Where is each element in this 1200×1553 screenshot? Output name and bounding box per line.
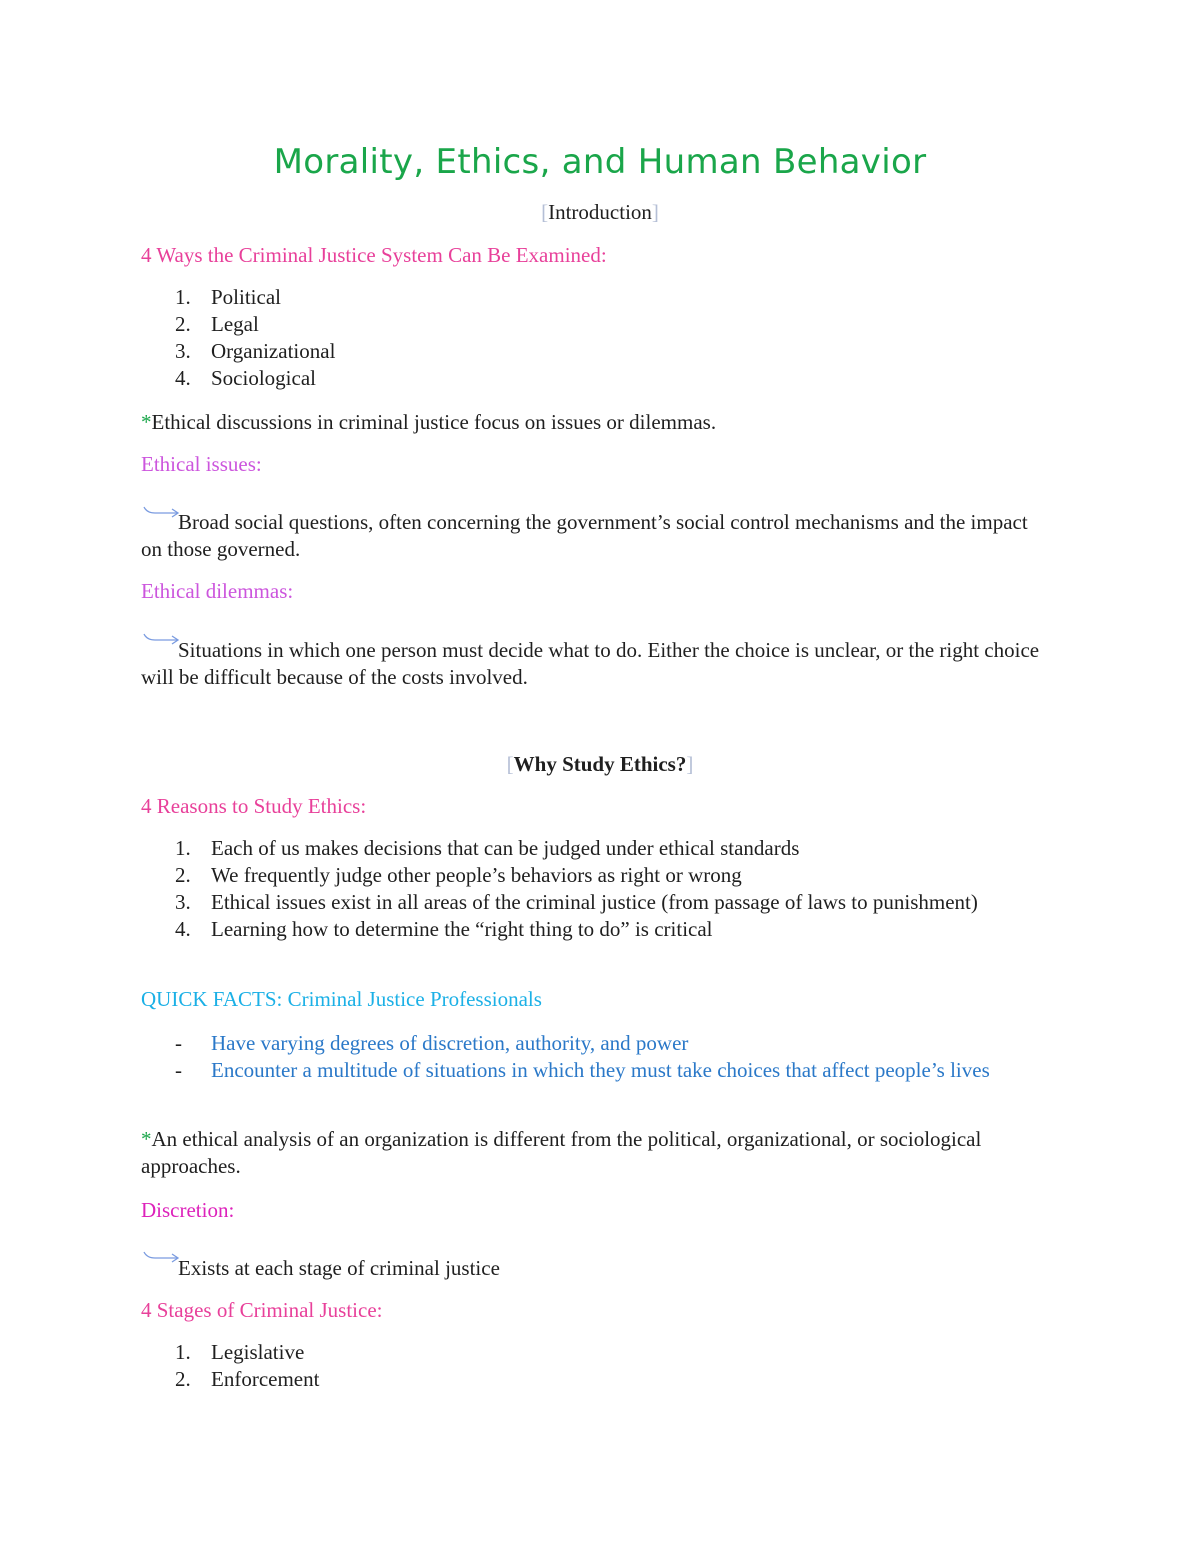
section-heading-text: Why Study Ethics?: [513, 752, 687, 776]
quick-facts-heading: QUICK FACTS: Criminal Justice Professionals: [141, 987, 542, 1011]
list-item: [141, 916, 1041, 943]
list-number: 2.: [175, 312, 191, 336]
note-text: An ethical analysis of an organization is different from the political, organizational, or sociological approaches.: [141, 1127, 982, 1178]
list-item: [141, 1339, 1041, 1366]
ethical-dilemmas-definition: Situations in which one person must decide what to do. Either the choice is unclear, or the right choice will be difficult because of the costs involved.: [141, 638, 1040, 689]
list-number: 4.: [175, 917, 191, 941]
list-number: 3.: [175, 339, 191, 363]
section-heading-text: Introduction: [548, 200, 652, 224]
list-number: 2.: [175, 863, 191, 887]
ways-list: [141, 284, 1041, 392]
list-item-text: Each of us makes decisions that can be judged under ethical standards: [211, 836, 800, 860]
list-number: 4.: [175, 366, 191, 390]
list-item: [141, 862, 1041, 889]
list-item-text: Learning how to determine the “right thing to do” is critical: [211, 917, 713, 941]
list-item-text: Organizational: [211, 339, 336, 363]
stages-list: [141, 1339, 1041, 1393]
bracket-close: ]: [686, 752, 694, 776]
list-item-text: Have varying degrees of discretion, authority, and power: [211, 1031, 689, 1055]
list-item-text: Political: [211, 285, 281, 309]
discretion-definition: Exists at each stage of criminal justice: [178, 1256, 500, 1280]
list-item-text: We frequently judge other people’s behaviors as right or wrong: [211, 863, 742, 887]
ethical-issues-definition: Broad social questions, often concerning the government’s social control mechanisms and the impact on those governed.: [141, 510, 1028, 561]
list-item: [141, 311, 1041, 338]
asterisk: *: [141, 1127, 152, 1151]
list-item-text: Ethical issues exist in all areas of the criminal justice (from passage of laws to punishment): [211, 890, 978, 914]
list-item-text: Encounter a multitude of situations in which they must take choices that affect people’s lives: [211, 1058, 990, 1082]
list-item: [141, 1366, 1041, 1393]
list-item: [141, 365, 1041, 392]
dash-bullet: -: [175, 1058, 182, 1082]
list-item: [141, 889, 1041, 916]
list-item-text: Sociological: [211, 366, 316, 390]
list-item-text: Enforcement: [211, 1367, 320, 1391]
list-item: [141, 835, 1041, 862]
list-item-text: Legislative: [211, 1340, 305, 1364]
ethical-issues-heading: Ethical issues:: [141, 452, 262, 476]
stages-heading: 4 Stages of Criminal Justice:: [141, 1298, 383, 1322]
list-number: 1.: [175, 836, 191, 860]
list-item: [141, 1030, 1041, 1057]
discretion-heading: Discretion:: [141, 1198, 235, 1222]
ways-heading: 4 Ways the Criminal Justice System Can Be Examined:: [141, 243, 607, 267]
dash-bullet: -: [175, 1031, 182, 1055]
note-ethical-discussions: [141, 409, 1041, 436]
list-item-text: Legal: [211, 312, 259, 336]
list-number: 1.: [175, 1340, 191, 1364]
section-heading-introduction: [0, 198, 1200, 226]
page-title: Morality, Ethics, and Human Behavior: [273, 142, 927, 182]
note-ethical-analysis: [141, 1126, 1041, 1180]
reasons-list: [141, 835, 1041, 943]
asterisk: *: [141, 410, 152, 434]
list-number: 2.: [175, 1367, 191, 1391]
list-item: [141, 284, 1041, 311]
section-heading-why-study-ethics: [0, 750, 1200, 778]
bracket-close: ]: [651, 200, 659, 224]
reasons-heading: 4 Reasons to Study Ethics:: [141, 794, 367, 818]
list-number: 3.: [175, 890, 191, 914]
quick-facts-list: [141, 1030, 1041, 1084]
ethical-dilemmas-heading: Ethical dilemmas:: [141, 579, 294, 603]
bracket-open: [: [541, 200, 549, 224]
list-item: [141, 338, 1041, 365]
list-item: [141, 1057, 1041, 1084]
bracket-open: [: [506, 752, 514, 776]
list-number: 1.: [175, 285, 191, 309]
note-text: Ethical discussions in criminal justice focus on issues or dilemmas.: [151, 410, 717, 434]
